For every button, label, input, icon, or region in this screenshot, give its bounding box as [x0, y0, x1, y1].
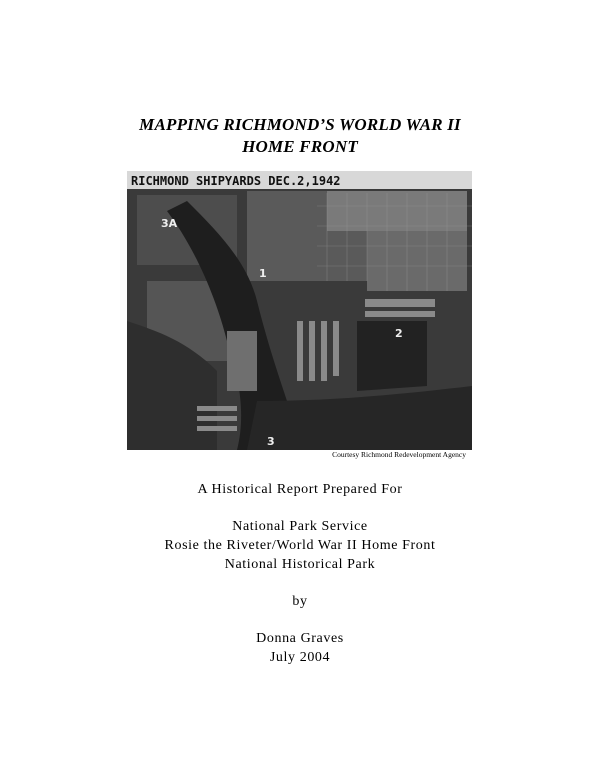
by-text: by: [292, 594, 308, 609]
author-block: [0, 629, 600, 667]
prepared-for: [0, 480, 600, 499]
by-line: [0, 592, 600, 611]
client-line-2: Rosie the Riveter/World War II Home Front: [164, 538, 436, 553]
client-line-3: National Historical Park: [224, 557, 376, 572]
title-line-2: HOME FRONT: [242, 137, 358, 156]
aerial-photo: [127, 171, 472, 450]
label-1: 1: [259, 267, 267, 280]
label-3a: 3A: [161, 217, 178, 230]
label-3: 3: [267, 435, 275, 448]
label-2: 2: [395, 327, 403, 340]
author-name: Donna Graves: [256, 631, 344, 646]
client-block: [0, 517, 600, 574]
prepared-for-text: A Historical Report Prepared For: [197, 482, 403, 497]
photo-caption: RICHMOND SHIPYARDS DEC.2,1942: [131, 174, 341, 188]
title-line-1: MAPPING RICHMOND’S WORLD WAR II: [139, 115, 461, 134]
photo-credit: Courtesy Richmond Redevelopment Agency: [332, 450, 466, 459]
report-date: July 2004: [269, 650, 331, 665]
report-title: [0, 114, 600, 158]
client-line-1: National Park Service: [232, 519, 368, 534]
